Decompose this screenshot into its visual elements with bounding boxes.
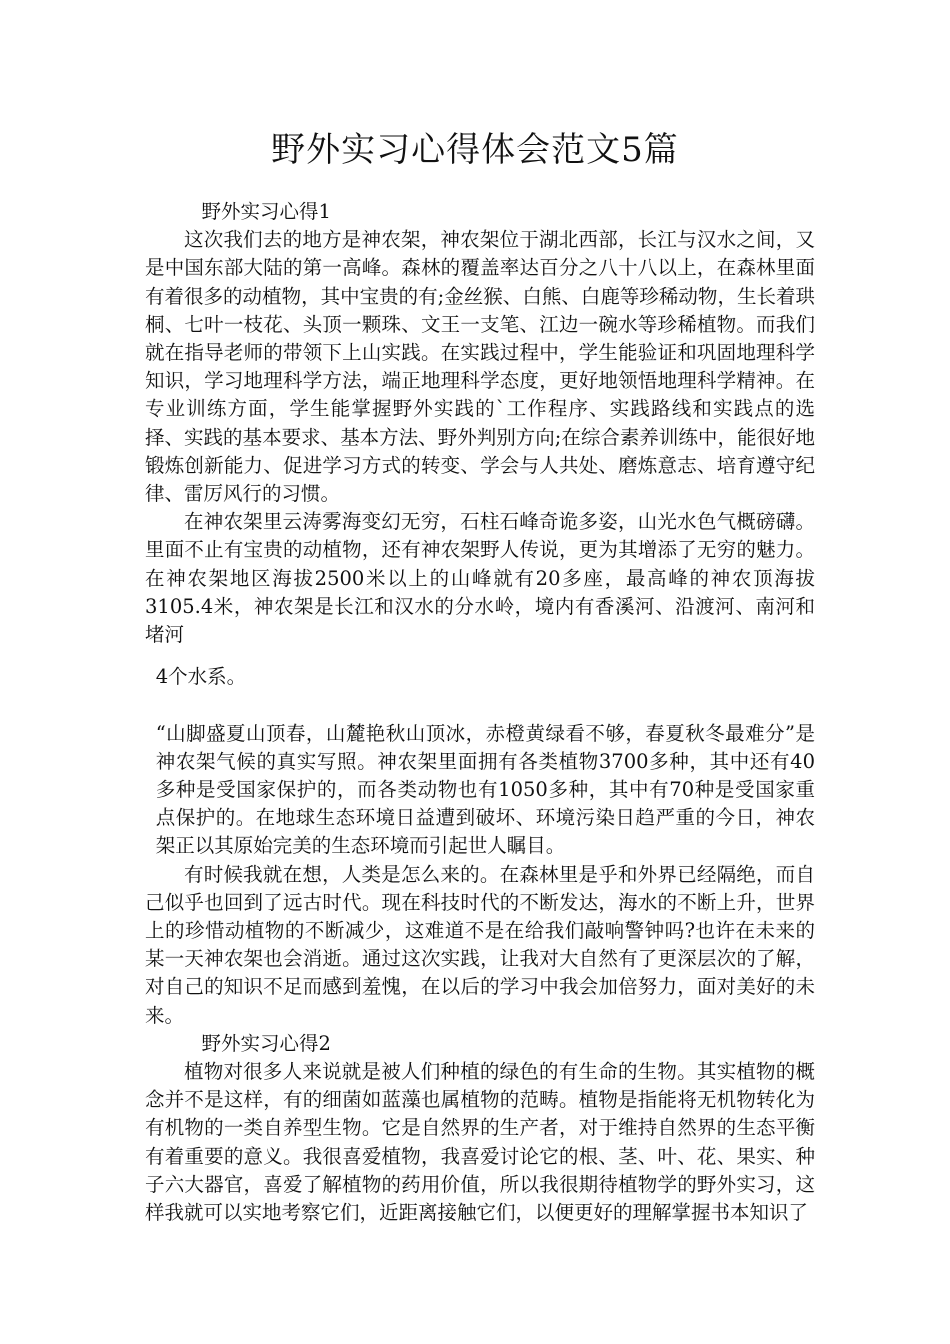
paragraph: 植物对很多人来说就是被人们种植的绿色的有生命的生物。其实植物的概念并不是这样，有的细菌如蓝藻也属植物的范畴。植物是指能将无机物转化为有机物的一类自养型生物。它是自然界的生产者，对于维持自然界的生态平衡有着重要的意义。我很喜爱植物，我喜爱讨论它的根、茎、叶、花、果实、种子六大器官，喜爱了解植物的药用价值，所以我很期待植物学的野外实习，这样我就可以实地考察它们，近距离接触它们，以便更好的理解掌握书本知识了 (145, 1060, 815, 1225)
paragraph: 有时候我就在想，人类是怎么来的。在森林里是乎和外界已经隔绝，而自己似乎也回到了远古时代。现在科技时代的不断发达，海水的不断上升，世界上的珍惜动植物的不断减少，这难道不是在给我们敲响警钟吗?也许在未来的某一天神农架也会消逝。通过这次实践，让我对大自然有了更深层次的了解，对自己的知识不足而感到羞愧，在以后的学习中我会加倍努力，面对美好的未来。 (145, 862, 815, 1027)
document-body (145, 198, 815, 1227)
paragraph: 在神农架里云涛雾海变幻无穷，石柱石峰奇诡多姿，山光水色气概磅礴。里面不止有宝贵的动植物，还有神农架野人传说，更为其增添了无穷的魅力。在神农架地区海拔2500米以上的山峰就有20多座，最高峰的神农顶海拔3105.4米，神农架是长江和汉水的分水岭，境内有香溪河、沿渡河、南河和堵河 (145, 510, 815, 647)
section-heading-2: 野外实习心得2 (201, 1031, 331, 1055)
paragraph: “山脚盛夏山顶春，山麓艳秋山顶冰，赤橙黄绿看不够，春夏秋冬最难分”是神农架气候的真实写照。神农架里面拥有各类植物3700多种，其中还有40多种是受国家保护的，而各类动物也有1050多种，其中有70种是受国家重点保护的。在地球生态环境日益遭到破坏、环境污染日趋严重的今日，神农架正以其原始完美的生态环境而引起世人瞩目。 (155, 721, 815, 858)
paragraph: 4个水系。 (155, 665, 247, 689)
section-heading-1: 野外实习心得1 (201, 200, 331, 223)
document-title: 野外实习心得体会范文5篇 (271, 130, 679, 170)
paragraph: 这次我们去的地方是神农架，神农架位于湖北西部，长江与汉水之间，又是中国东部大陆的第一高峰。森林的覆盖率达百分之八十八以上，在森林里面有着很多的动植物，其中宝贵的有;金丝猴、白熊、白鹿等珍稀动物，生长着珙桐、七叶一枝花、头顶一颗珠、文王一支笔、江边一碗水等珍稀植物。而我们就在指导老师的带领下上山实践。在实践过程中，学生能验证和巩固地理科学知识，学习地理科学方法，端正地理科学态度，更好地领悟地理科学精神。在专业训练方面，学生能掌握野外实践的`工作程序、实践路线和实践点的选择、实践的基本要求、基本方法、野外判别方向;在综合素养训练中，能很好地锻炼创新能力、促进学习方式的转变、学会与人共处、磨炼意志、培育遵守纪律、雷厉风行的习惯。 (145, 228, 815, 506)
